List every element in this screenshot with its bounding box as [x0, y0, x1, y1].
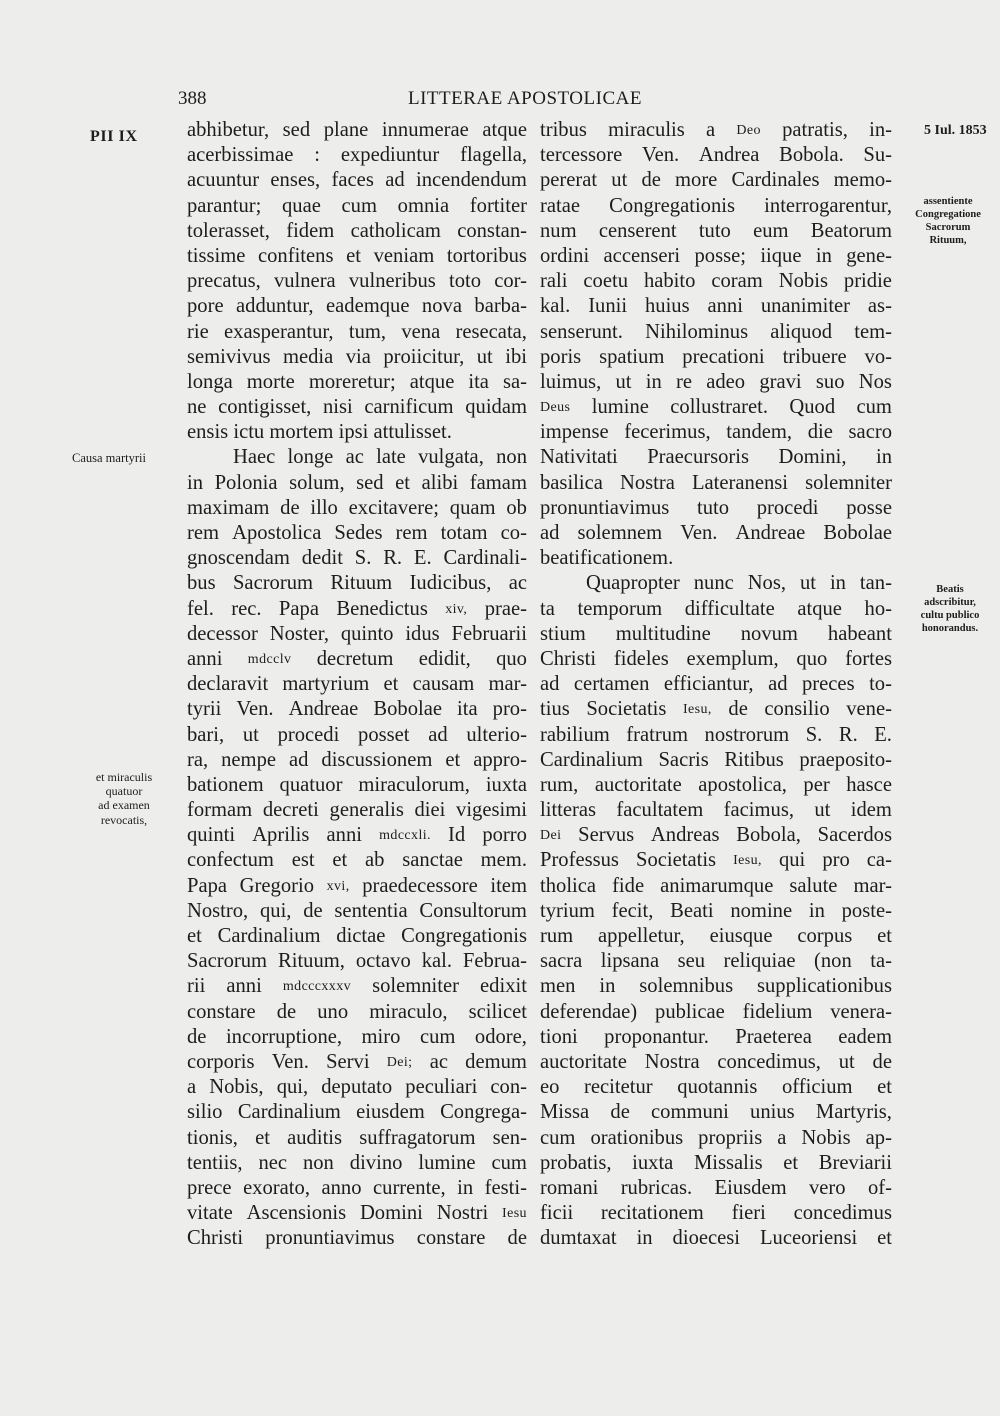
page-number: 388: [178, 88, 207, 109]
text-line: cum orationibus propriis a Nobis ap-: [540, 1126, 892, 1149]
right-column: [540, 118, 892, 1251]
margin-note-line: revocatis,: [100, 812, 148, 827]
text-line: acerbissimae : expediuntur flagella,: [187, 144, 527, 167]
text-line: quinti Aprilis anni mdccxli. Id porro: [187, 824, 527, 847]
text-line: num censerent tuto eum Beatorum: [540, 219, 892, 242]
text-line: Christi pronuntiavimus constare de: [187, 1227, 527, 1250]
text-line: rum appelletur, eiusque corpus et: [540, 925, 892, 947]
margin-note-date: 5 Iul. 1853: [924, 123, 987, 138]
margin-note-line: Beatis: [936, 584, 964, 595]
text-line: abhibetur, sed plane innumerae atque: [187, 119, 527, 141]
text-line: men in solemnibus supplicationibus: [540, 975, 892, 998]
margin-note-causa-martyrii: Causa martyrii: [72, 451, 146, 465]
margin-note-assentiente: [896, 195, 1000, 247]
margin-note-line: quatuor: [105, 784, 143, 799]
text-line: Nostro, qui, de sententia Consultorum: [187, 899, 527, 922]
text-line: longa morte moreretur; atque ita sa-: [187, 370, 527, 393]
text-line: fel. rec. Papa Benedictus xiv, prae-: [187, 597, 527, 620]
text-line: silio Cardinalium eiusdem Congrega-: [187, 1101, 527, 1124]
text-line: ficii recitationem fieri concedimus: [540, 1202, 892, 1225]
text-line: Haec longe ac late vulgata, non: [233, 446, 527, 469]
margin-note-line: Rituum,: [929, 235, 967, 246]
text-line: corporis Ven. Servi Dei; ac demum: [187, 1050, 527, 1073]
text-line: semivivus media via proiicitur, ut ibi: [187, 345, 527, 368]
text-line: formam decreti generalis diei vigesimi: [187, 799, 527, 822]
margin-note-line: Sacrorum: [925, 222, 971, 233]
text-line: in Polonia solum, sed et alibi famam: [187, 471, 527, 494]
text-line: bus Sacrorum Rituum Iudicibus, ac: [187, 572, 527, 595]
text-line: rabilium fratrum nostrorum S. R. E.: [540, 723, 892, 746]
text-line: ra, nempe ad discussionem et appro-: [187, 748, 527, 771]
text-line: gnoscendam dedit S. R. E. Cardinali-: [187, 547, 527, 570]
text-line: pronuntiavimus tuto procedi posse: [540, 496, 892, 519]
margin-note-beatis: [900, 583, 1000, 635]
text-line: constare de uno miraculo, scilicet: [187, 1000, 527, 1023]
text-line: rii anni mdcccxxxv solemniter edixit: [187, 975, 527, 998]
text-line: tholica fide animarumque salute mar-: [540, 874, 892, 897]
text-line: confectum est et ab sanctae mem.: [187, 849, 527, 872]
text-line: dumtaxat in dioecesi Luceoriensi et: [540, 1227, 892, 1250]
text-line: impense fecerimus, tandem, die sacro: [540, 421, 892, 444]
text-line: litteras facultatem facimus, ut idem: [540, 799, 892, 822]
text-line: de incorruptione, miro cum odore,: [187, 1025, 527, 1048]
text-line: precatus, vulnera vulneribus toto cor-: [187, 270, 527, 293]
text-line: stium multitudine novum habeant: [540, 622, 892, 645]
text-line: Professus Societatis Iesu, qui pro ca-: [540, 849, 892, 872]
text-line: maximam de illo excitavere; quam ob: [187, 496, 527, 519]
text-line: rie exasperantur, tum, vena resecata,: [187, 320, 527, 343]
text-line: Missa de communi unius Martyris,: [540, 1101, 892, 1124]
margin-note-line: assentiente: [923, 196, 973, 207]
text-line: pererat ut de more Cardinales memo-: [540, 169, 892, 192]
text-line: sacra lipsana seu reliquiae (non ta-: [540, 950, 892, 973]
text-line: a Nobis, qui, deputato peculiari con-: [187, 1076, 527, 1099]
text-line: tribus miraculis a Deo patratis, in-: [540, 119, 892, 141]
text-line: Deus lumine collustraret. Quod cum: [540, 396, 892, 419]
text-line: Dei Servus Andreas Bobola, Sacerdos: [540, 824, 892, 847]
text-line: ordini accenseri posse; iique in gene-: [540, 244, 892, 267]
text-line: tissime confitens et veniam tortoribus: [187, 244, 527, 267]
text-line: beatificationem.: [540, 547, 674, 570]
margin-note-miraculis: [78, 770, 170, 827]
text-line: tyrium fecit, Beati nomine in poste-: [540, 899, 892, 922]
text-line: eo recitetur quotannis officium et: [540, 1076, 892, 1099]
text-line: ad solemnem Ven. Andreae Bobolae: [540, 522, 892, 544]
text-line: rali coetu habito coram Nobis pridie: [540, 270, 892, 293]
margin-note-line: ad examen: [98, 798, 150, 813]
text-line: vitate Ascensionis Domini Nostri Iesu: [187, 1202, 527, 1225]
text-line: rum, auctoritate apostolica, per hasce: [540, 773, 892, 796]
running-title: LITTERAE APOSTOLICAE: [408, 88, 642, 109]
text-line: prece exorato, anno currente, in festi-: [187, 1176, 527, 1199]
text-line: poris spatium precationi tribuere vo-: [540, 345, 892, 368]
margin-note-line: honorandus.: [921, 623, 979, 634]
text-line: tius Societatis Iesu, de consilio vene-: [540, 698, 892, 721]
text-line: ne contigisset, nisi carnificum quidam: [187, 396, 527, 419]
text-line: probatis, iuxta Missalis et Breviarii: [540, 1151, 892, 1174]
text-line: Cardinalium Sacris Ritibus praeposito-: [540, 748, 892, 771]
text-line: decessor Noster, quinto idus Februarii: [187, 622, 527, 645]
text-line: ensis ictu mortem ipsi attulisset.: [187, 421, 452, 444]
text-line: Sacrorum Rituum, octavo kal. Februa-: [187, 950, 527, 973]
margin-note-line: et miraculis: [95, 770, 153, 784]
left-column: [187, 118, 527, 1251]
text-line: luimus, ut in re adeo gravi suo Nos: [540, 370, 892, 393]
text-line: et Cardinalium dictae Congregationis: [187, 925, 527, 947]
text-line: kal. Iunii huius anni unanimiter as-: [540, 295, 892, 318]
text-line: senserunt. Nihilominus aliquod tem-: [540, 320, 892, 343]
margin-note-pope: PII IX: [90, 128, 138, 145]
text-line: deferendae) publicae fidelium venera-: [540, 1000, 892, 1023]
text-line: ta temporum difficultate atque ho-: [540, 597, 892, 620]
text-line: bationem quatuor miraculorum, iuxta: [187, 773, 527, 796]
text-line: tyrii Ven. Andreae Bobolae ita pro-: [187, 698, 527, 721]
text-line: acuuntur enses, faces ad incendendum: [187, 169, 527, 192]
text-line: rem Apostolica Sedes rem totam co-: [187, 522, 527, 544]
margin-note-line: Congregatione: [915, 209, 981, 220]
text-line: Christi fideles exemplum, quo fortes: [540, 647, 892, 670]
text-line: tolerasset, fidem catholicam constan-: [187, 219, 527, 242]
text-line: basilica Nostra Lateranensi solemniter: [540, 471, 892, 494]
text-line: tercessore Ven. Andrea Bobola. Su-: [540, 144, 892, 167]
text-line: romani rubricas. Eiusdem vero of-: [540, 1176, 892, 1199]
text-line: anni mdcclv decretum edidit, quo: [187, 647, 527, 670]
text-line: declaravit martyrium et causam mar-: [187, 673, 527, 696]
text-line: ad certamen efficiantur, ad preces to-: [540, 673, 892, 696]
text-line: auctoritate Nostra concedimus, ut de: [540, 1050, 892, 1073]
text-line: tioni proponantur. Praeterea eadem: [540, 1025, 892, 1048]
text-line: Papa Gregorio xvi, praedecessore item: [187, 874, 527, 897]
text-line: ratae Congregationis interrogarentur,: [540, 194, 892, 217]
text-line: Nativitati Praecursoris Domini, in: [540, 446, 892, 469]
text-line: Quapropter nunc Nos, ut in tan-: [586, 572, 892, 595]
text-line: tionis, et auditis suffragatorum sen-: [187, 1126, 527, 1149]
margin-note-line: adscribitur,: [924, 597, 976, 608]
text-line: bari, ut procedi posset ad ulterio-: [187, 723, 527, 746]
text-line: tentiis, nec non divino lumine cum: [187, 1151, 527, 1174]
text-line: pore adduntur, eademque nova barba-: [187, 295, 527, 318]
text-line: parantur; quae cum omnia fortiter: [187, 194, 527, 217]
margin-note-line: cultu publico: [920, 610, 980, 621]
